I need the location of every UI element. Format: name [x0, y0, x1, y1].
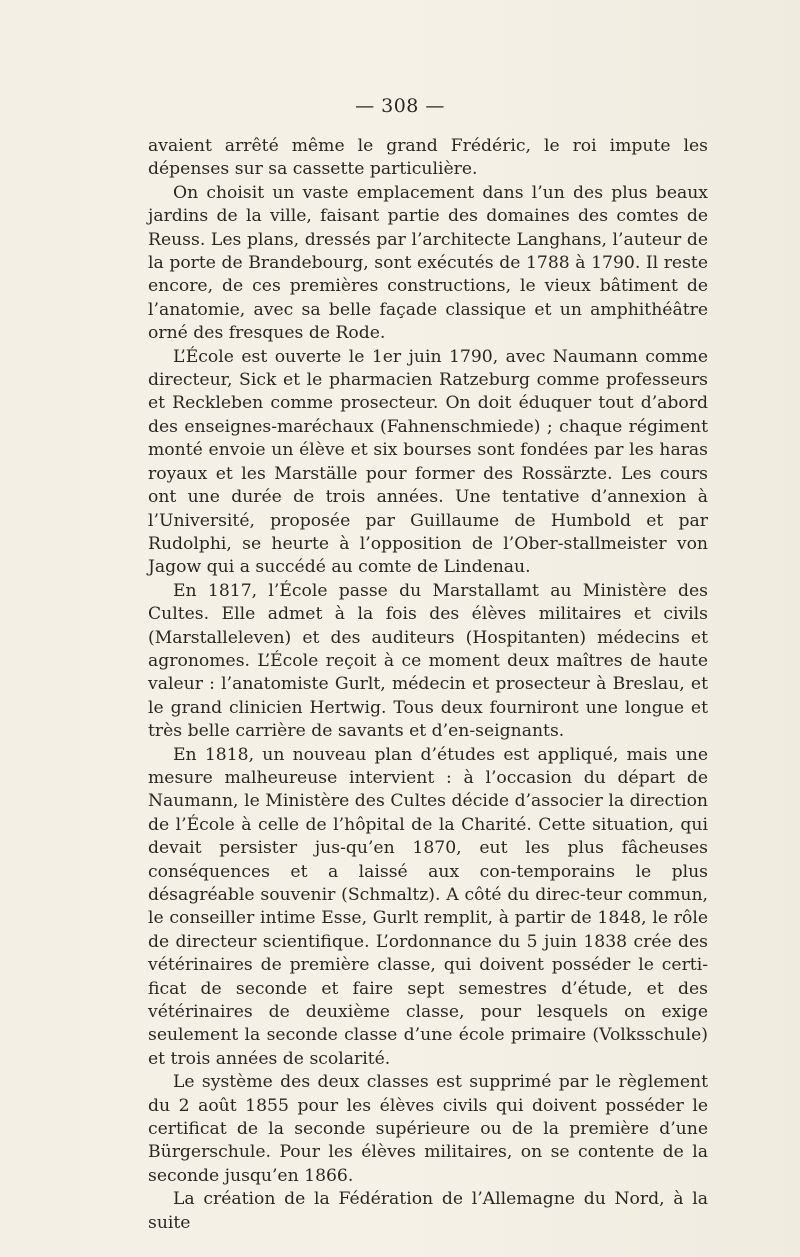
body-text [148, 135, 708, 1235]
paragraph-7: La création de la Fédération de l’Allemagne du Nord, à la suite [148, 1189, 708, 1233]
paragraph-4: En 1817, l’École passe du Marstallamt au Ministère des Cultes. Elle admet à la fois des élèves militaires et civils (Marstalleleven) et des auditeurs (Hospitanten) médecins et agronomes. L’École reçoit à ce moment deux maîtres de haute valeur : l’anatomiste Gurlt, médecin et prosecteur à Breslau, et le grand clinicien Hertwig. Tous deux fourniront une longue et très belle carrière de savants et d’en-seignants. [148, 580, 708, 742]
paragraph-6: Le système des deux classes est supprimé par le règlement du 2 août 1855 pour les élèves civils qui doivent posséder le certificat de la seconde supérieure ou de la première d’une Bürgerschule. Pour les élèves militaires, on se contente de la seconde jusqu’en 1866. [148, 1072, 708, 1186]
paragraph-2: On choisit un vaste emplacement dans l’un des plus beaux jardins de la ville, faisant partie des domaines des comtes de Reuss. Les plans, dressés par l’architecte Langhans, l’auteur de la porte de Brandebourg, sont exécutés de 1788 à 1790. Il reste encore, de ces premières constructions, le vieux bâtiment de l’anatomie, avec sa belle façade classique et un amphithéâtre orné des fresques de Rode. [148, 182, 708, 344]
paragraph-1: avaient arrêté même le grand Frédéric, le roi impute les dépenses sur sa cassette particulière. [148, 136, 708, 180]
page-number: — 308 — [355, 95, 445, 117]
paragraph-3: L’École est ouverte le 1er juin 1790, avec Naumann comme directeur, Sick et le pharmacien Ratzeburg comme professeurs et Reckleben comme prosecteur. On doit éduquer tout d’abord des enseignes-maréchaux (Fahnenschmiede) ; chaque régiment monté envoie un élève et six bourses sont fondées par les haras royaux et les Marställe pour former des Rossärzte. Les cours ont une durée de trois années. Une tentative d’annexion à l’Université, proposée par Guillaume de Humbold et par Rudolphi, se heurte à l’opposition de l’Ober-stallmeister von Jagow qui a succédé au comte de Lindenau. [148, 346, 708, 578]
paragraph-5: En 1818, un nouveau plan d’études est appliqué, mais une mesure malheureuse intervient : à l’occasion du départ de Naumann, le Ministère des Cultes décide d’associer la direction de l’École à celle de l’hôpital de la Charité. Cette situation, qui devait persister jus-qu’en 1870, eut les plus fâcheuses conséquences et a laissé aux con-temporains le plus désagréable souvenir (Schmaltz). A côté du direc-teur commun, le conseiller intime Esse, Gurlt remplit, à partir de 1848, le rôle de directeur scientifique. L’ordonnance du 5 juin 1838 crée des vétérinaires de première classe, qui doivent posséder le certi-ficat de seconde et faire sept semestres d’étude, et des vétérinaires de deuxième classe, pour lesquels on exige seulement la seconde classe d’une école primaire (Volksschule) et trois années de scolarité. [148, 744, 708, 1069]
